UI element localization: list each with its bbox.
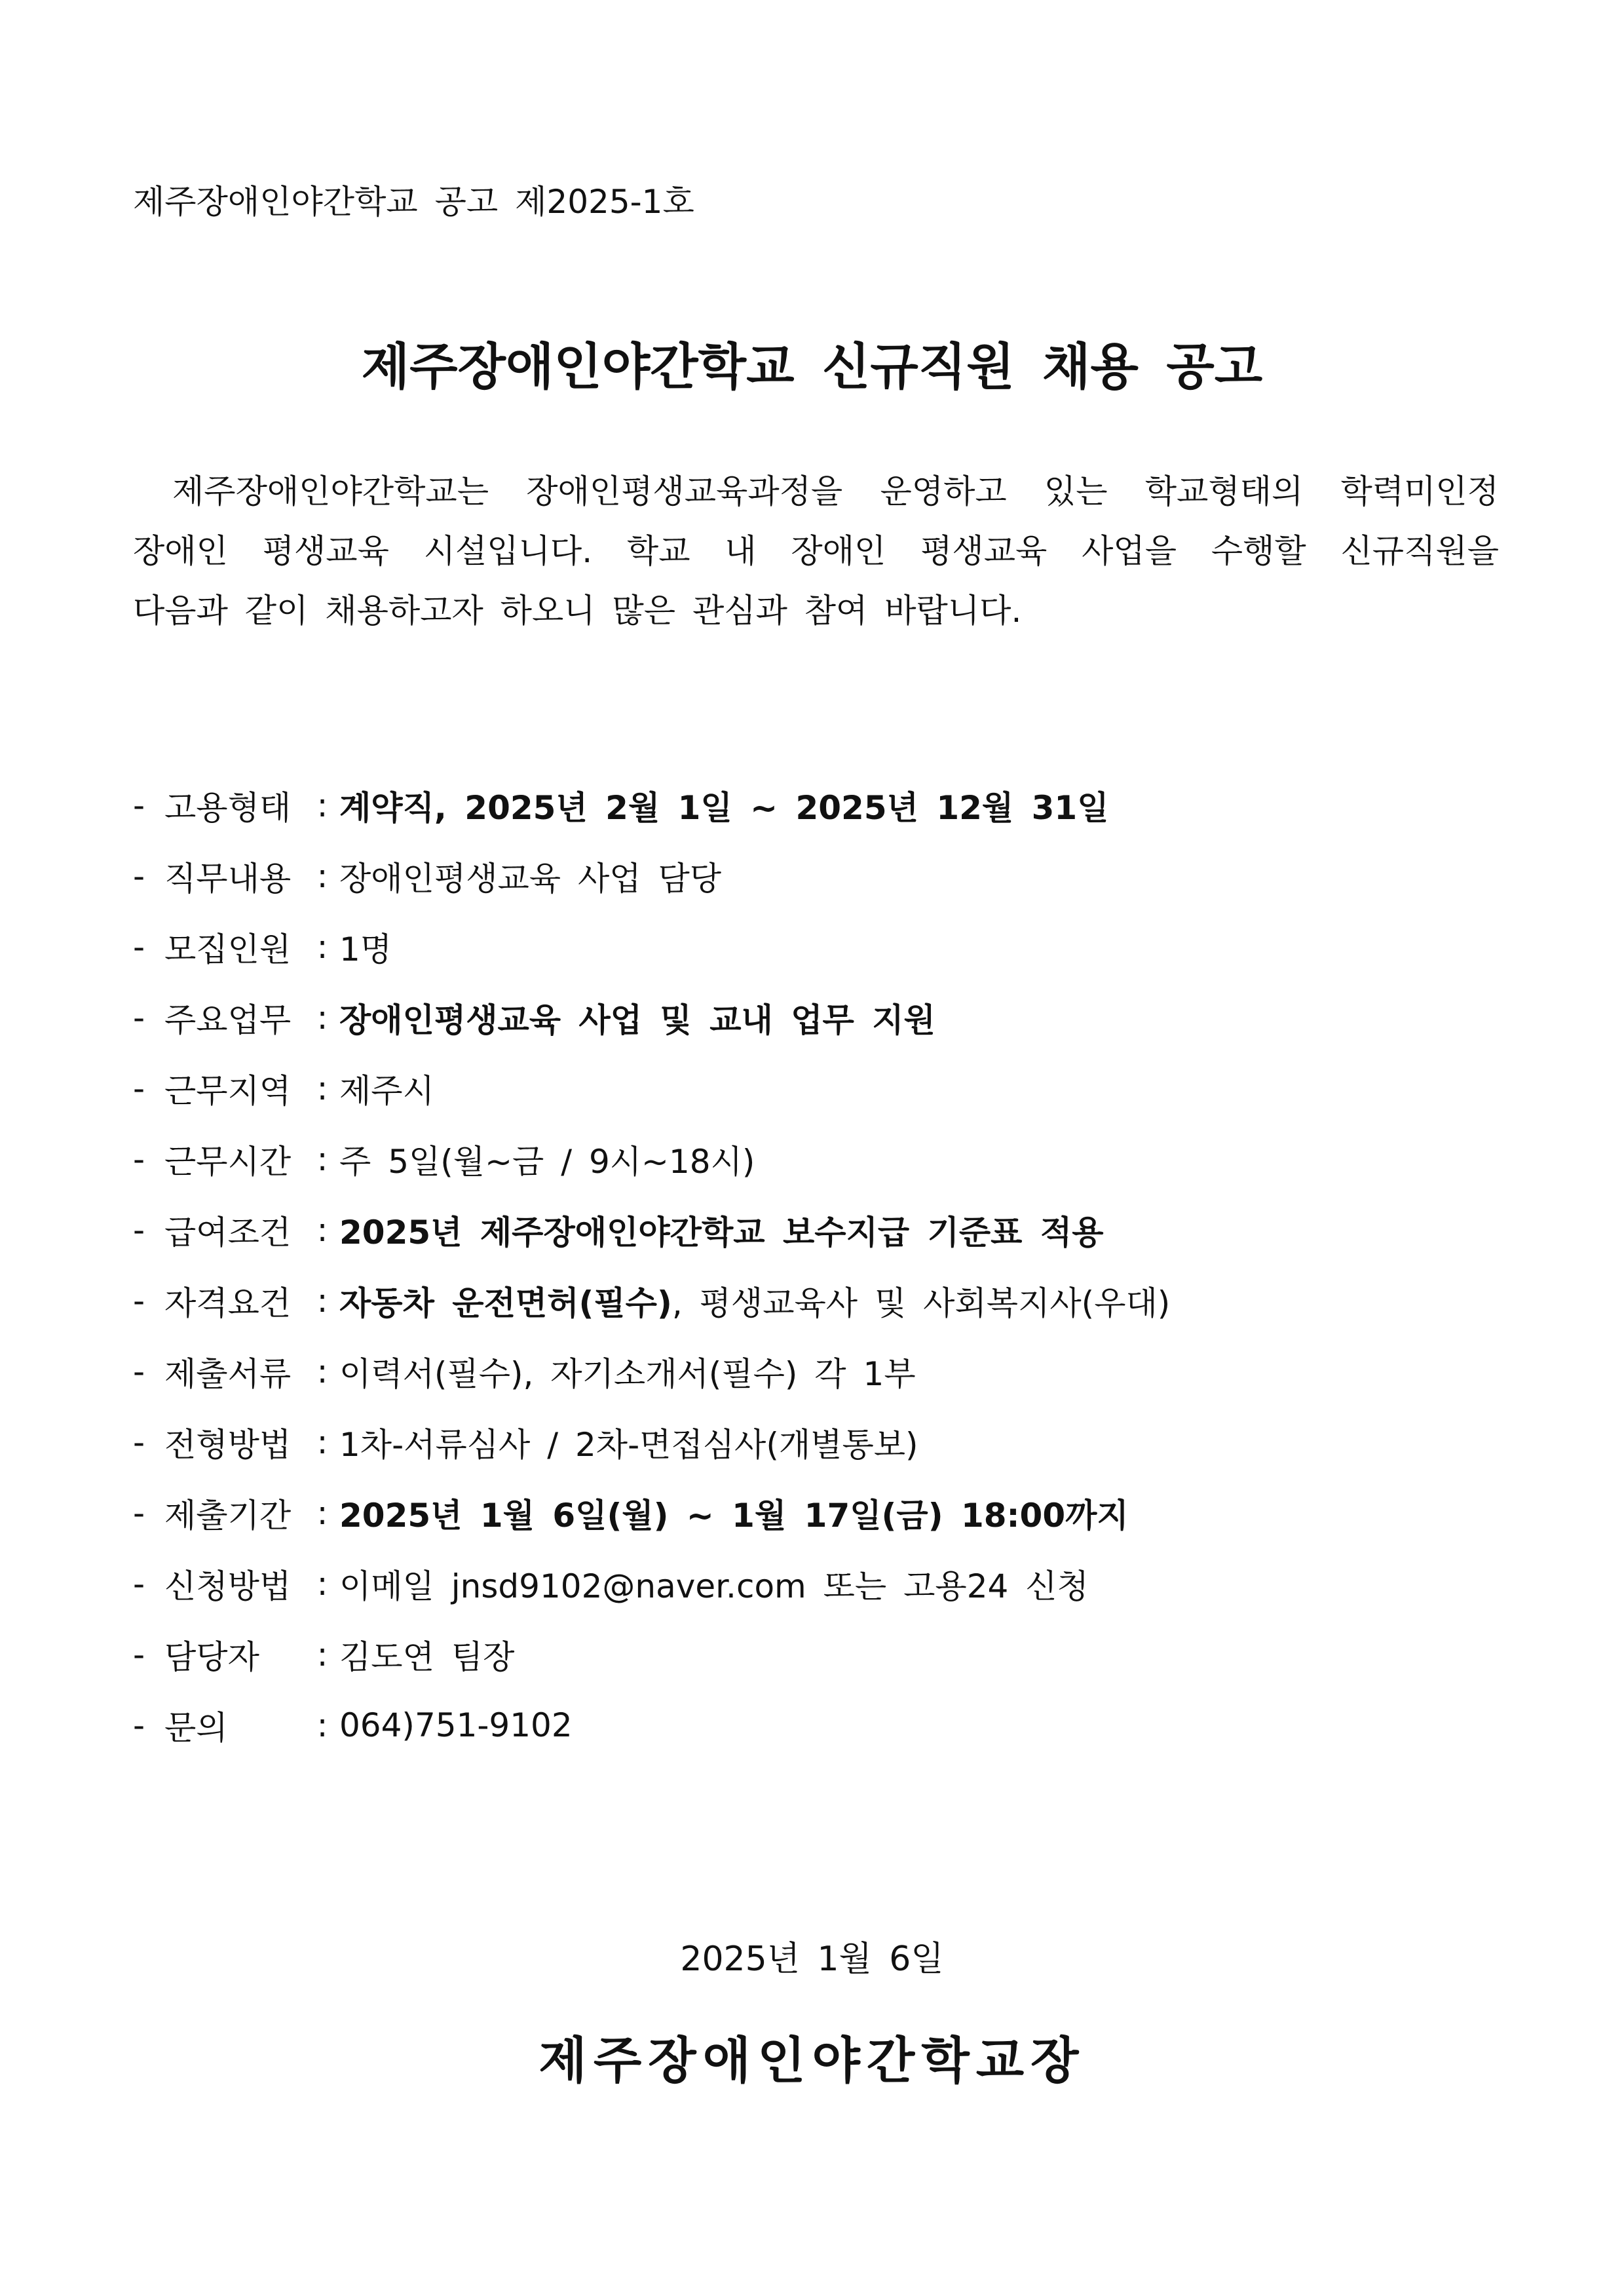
principal-signature: 제주장애인야간학교장 bbox=[538, 2031, 1086, 2090]
detail-label: 급여조건 bbox=[164, 1214, 292, 1252]
detail-label: 근무지역 bbox=[164, 1072, 292, 1110]
detail-employment-type: - 고용형태 : 계약직, 2025년 2월 1일 ~ 2025년 12월 31일 bbox=[133, 770, 1509, 841]
detail-label: 신청방법 bbox=[164, 1567, 292, 1605]
detail-value-required: 자동차 운전면허(필수) bbox=[339, 1284, 672, 1322]
detail-label: 고용형태 bbox=[164, 789, 292, 827]
detail-label: 제출서류 bbox=[164, 1355, 292, 1393]
intro-paragraph bbox=[133, 462, 1499, 641]
page-title: 제주장애인야간학교 신규직원 채용 공고 bbox=[361, 337, 1263, 396]
detail-value: 계약직, 2025년 2월 1일 ~ 2025년 12월 31일 bbox=[339, 789, 1109, 827]
detail-value: 이력서(필수), 자기소개서(필수) 각 1부 bbox=[339, 1355, 916, 1393]
detail-selection-process: - 전형방법 : 1차-서류심사 / 2차-면접심사(개별통보) bbox=[133, 1407, 1509, 1478]
detail-label: 근무시간 bbox=[164, 1143, 292, 1181]
detail-value: 2025년 1월 6일(월) ~ 1월 17일(금) 18:00까지 bbox=[339, 1497, 1129, 1535]
detail-submission-period: - 제출기간 : 2025년 1월 6일(월) ~ 1월 17일(금) 18:00까지 bbox=[133, 1478, 1509, 1548]
detail-label: 주요업무 bbox=[164, 1001, 292, 1039]
detail-value: 1차-서류심사 / 2차-면접심사(개별통보) bbox=[339, 1426, 918, 1464]
recruitment-details-list bbox=[133, 770, 1509, 1761]
detail-salary: - 급여조건 : 2025년 제주장애인야간학교 보수지급 기준표 적용 bbox=[133, 1195, 1509, 1265]
intro-line: 제주장애인야간학교는 장애인평생교육과정을 운영하고 있는 학교형태의 학력미인정 bbox=[172, 472, 1499, 510]
detail-value-preferred: , 평생교육사 및 사회복지사(우대) bbox=[671, 1284, 1171, 1322]
detail-label: 제출기간 bbox=[164, 1497, 292, 1535]
detail-job-description: - 직무내용 : 장애인평생교육 사업 담당 bbox=[133, 841, 1509, 911]
intro-line: 장애인 평생교육 시설입니다. 학교 내 장애인 평생교육 사업을 수행할 신규직원을 bbox=[133, 532, 1499, 570]
notice-number: 제주장애인야간학교 공고 제2025-1호 bbox=[133, 183, 694, 221]
detail-value: 김도연 팀장 bbox=[339, 1638, 515, 1676]
detail-application-method: - 신청방법 : 이메일 jnsd9102@naver.com 또는 고용24 신청 bbox=[133, 1548, 1509, 1619]
detail-work-location: - 근무지역 : 제주시 bbox=[133, 1053, 1509, 1124]
detail-headcount: - 모집인원 : 1명 bbox=[133, 911, 1509, 982]
detail-main-duties: - 주요업무 : 장애인평생교육 사업 및 교내 업무 지원 bbox=[133, 982, 1509, 1053]
detail-value: 장애인평생교육 사업 및 교내 업무 지원 bbox=[339, 1001, 935, 1039]
detail-value: 주 5일(월~금 / 9시~18시) bbox=[339, 1143, 755, 1181]
detail-label: 담당자 bbox=[164, 1638, 259, 1676]
detail-value: 064)751-9102 bbox=[339, 1706, 573, 1744]
detail-label: 문의 bbox=[164, 1709, 228, 1747]
detail-value: 이메일 jnsd9102@naver.com 또는 고용24 신청 bbox=[339, 1567, 1089, 1605]
detail-value bbox=[339, 1277, 1170, 1324]
detail-label: 모집인원 bbox=[164, 930, 292, 968]
detail-value: 2025년 제주장애인야간학교 보수지급 기준표 적용 bbox=[339, 1214, 1104, 1252]
detail-work-hours: - 근무시간 : 주 5일(월~금 / 9시~18시) bbox=[133, 1124, 1509, 1195]
detail-value: 장애인평생교육 사업 담당 bbox=[339, 860, 722, 898]
detail-qualifications: - 자격요건 : 자동차 운전면허(필수), 평생교육사 및 사회복지사(우대) bbox=[133, 1265, 1509, 1336]
detail-value: 1명 bbox=[339, 930, 392, 968]
detail-contact-person: - 담당자 : 김도연 팀장 bbox=[133, 1619, 1509, 1690]
detail-label: 직무내용 bbox=[164, 860, 292, 898]
intro-line: 다음과 같이 채용하고자 하오니 많은 관심과 참여 바랍니다. bbox=[133, 592, 1022, 630]
detail-label: 자격요건 bbox=[164, 1284, 292, 1322]
detail-value: 제주시 bbox=[339, 1072, 434, 1110]
detail-label: 전형방법 bbox=[164, 1426, 292, 1464]
detail-documents: - 제출서류 : 이력서(필수), 자기소개서(필수) 각 1부 bbox=[133, 1336, 1509, 1407]
notice-date: 2025년 1월 6일 bbox=[680, 1940, 944, 1979]
detail-inquiries: - 문의 : 064)751-9102 bbox=[133, 1690, 1509, 1761]
